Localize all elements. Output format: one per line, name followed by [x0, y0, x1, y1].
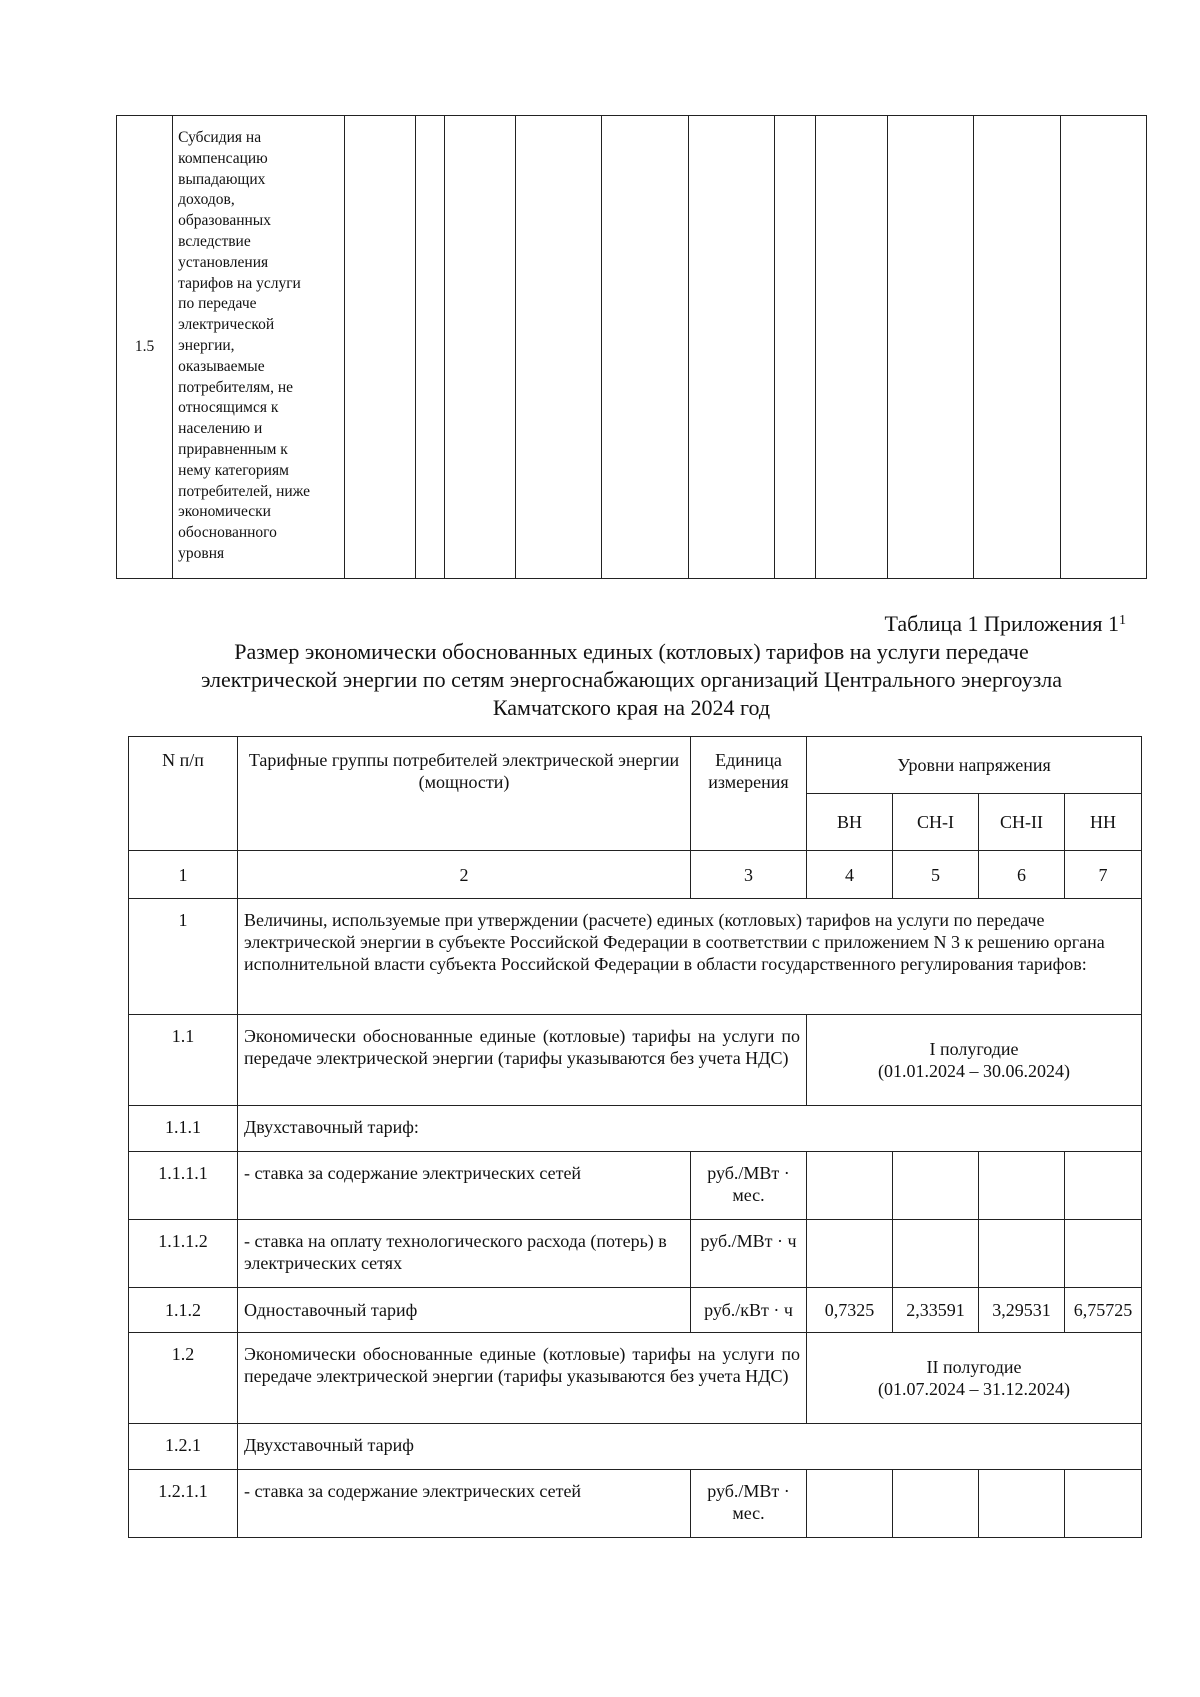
row-description: Субсидия на компенсацию выпадающих доходов, образованных вследствие установления тарифов на услуги по передаче электрической энергии, оказываемые потребителям, не относящимся к населению и приравненным к нему категориям потребителей, ниже экономически обоснованного уровня: [173, 116, 344, 579]
column-number: 7: [1065, 851, 1142, 899]
row-number: 1.2.1: [129, 1424, 238, 1470]
row-description: Двухставочный тариф: [238, 1424, 1142, 1470]
column-number: 2: [238, 851, 691, 899]
value-cell: [893, 1470, 979, 1538]
row-description: Одноставочный тариф: [238, 1288, 691, 1333]
tariff-table: [128, 736, 1142, 1538]
value-vn: 0,7325: [807, 1288, 893, 1333]
empty-cell: [688, 116, 774, 579]
column-number: 4: [807, 851, 893, 899]
value-cell: [893, 1220, 979, 1288]
column-number: 6: [979, 851, 1065, 899]
value-cell: [807, 1470, 893, 1538]
empty-cell: [344, 116, 415, 579]
row-number: 1.1.1: [129, 1106, 238, 1152]
empty-cell: [415, 116, 444, 579]
header-level-sn2: СН-II: [979, 794, 1065, 851]
row-number: 1.5: [117, 116, 173, 579]
row-number: 1.1: [129, 1015, 238, 1106]
unit-cell: руб./МВт · ч: [691, 1220, 807, 1288]
row-description: Двухставочный тариф:: [238, 1106, 1142, 1152]
value-cell: [893, 1152, 979, 1220]
unit-cell: руб./МВт · мес.: [691, 1470, 807, 1538]
table-title: Размер экономически обоснованных единых (котловых) тарифов на услуги передаче электрической энергии по сетям энергоснабжающих организаций Центрального энергоузла Камчатского края на 2024 год: [200, 639, 1063, 720]
empty-cell: [888, 116, 974, 579]
row-description: - ставка за содержание электрических сетей: [238, 1470, 691, 1538]
period-second-half: II полугодие (01.07.2024 – 31.12.2024): [807, 1333, 1142, 1424]
row-description: Величины, используемые при утверждении (расчете) единых (котловых) тарифов на услуги по передаче электрической энергии в субъекте Российской Федерации в соответствии с приложением N 3 к решению органа исполнительной власти субъекта Российской Федерации в области государственного регулирования тарифов:: [238, 899, 1142, 1015]
row-number: 1.1.1.1: [129, 1152, 238, 1220]
row-number: 1.2.1.1: [129, 1470, 238, 1538]
header-group: Тарифные группы потребителей электрической энергии (мощности): [238, 737, 691, 851]
value-sn2: 3,29531: [979, 1288, 1065, 1333]
value-cell: [1065, 1220, 1142, 1288]
period-first-half: I полугодие (01.01.2024 – 30.06.2024): [807, 1015, 1142, 1106]
header-level-nn: НН: [1065, 794, 1142, 851]
value-cell: [807, 1152, 893, 1220]
row-description: - ставка на оплату технологического расхода (потерь) в электрических сетях: [238, 1220, 691, 1288]
value-cell: [1065, 1470, 1142, 1538]
value-cell: [1065, 1152, 1142, 1220]
continuation-table: [116, 115, 1147, 579]
row-number: 1.2: [129, 1333, 238, 1424]
row-number: 1: [129, 899, 238, 1015]
value-cell: [979, 1220, 1065, 1288]
empty-cell: [602, 116, 688, 579]
empty-cell: [516, 116, 602, 579]
value-cell: [979, 1470, 1065, 1538]
empty-cell: [774, 116, 815, 579]
row-number: 1.1.1.2: [129, 1220, 238, 1288]
column-number: 3: [691, 851, 807, 899]
value-nn: 6,75725: [1065, 1288, 1142, 1333]
empty-cell: [1060, 116, 1146, 579]
header-level-sn1: СН-I: [893, 794, 979, 851]
row-description: - ставка за содержание электрических сетей: [238, 1152, 691, 1220]
column-number: 1: [129, 851, 238, 899]
value-sn1: 2,33591: [893, 1288, 979, 1333]
empty-cell: [444, 116, 515, 579]
column-number: 5: [893, 851, 979, 899]
value-cell: [807, 1220, 893, 1288]
empty-cell: [974, 116, 1060, 579]
table-caption: Таблица 1 Приложения $1^1$: [884, 611, 1126, 636]
empty-cell: [815, 116, 887, 579]
footnote-marker: 1: [1119, 613, 1126, 628]
header-level-vn: ВН: [807, 794, 893, 851]
header-unit: Единица измерения: [691, 737, 807, 851]
unit-cell: руб./МВт · мес.: [691, 1152, 807, 1220]
value-cell: [979, 1152, 1065, 1220]
row-description: Экономически обоснованные единые (котловые) тарифы на услуги по передаче электрической энергии (тарифы указываются без учета НДС): [238, 1015, 807, 1106]
row-description: Экономически обоснованные единые (котловые) тарифы на услуги по передаче электрической энергии (тарифы указываются без учета НДС): [238, 1333, 807, 1424]
header-num: N п/п: [129, 737, 238, 851]
header-voltage-levels: Уровни напряжения: [807, 737, 1142, 794]
unit-cell: руб./кВт · ч: [691, 1288, 807, 1333]
row-number: 1.1.2: [129, 1288, 238, 1333]
